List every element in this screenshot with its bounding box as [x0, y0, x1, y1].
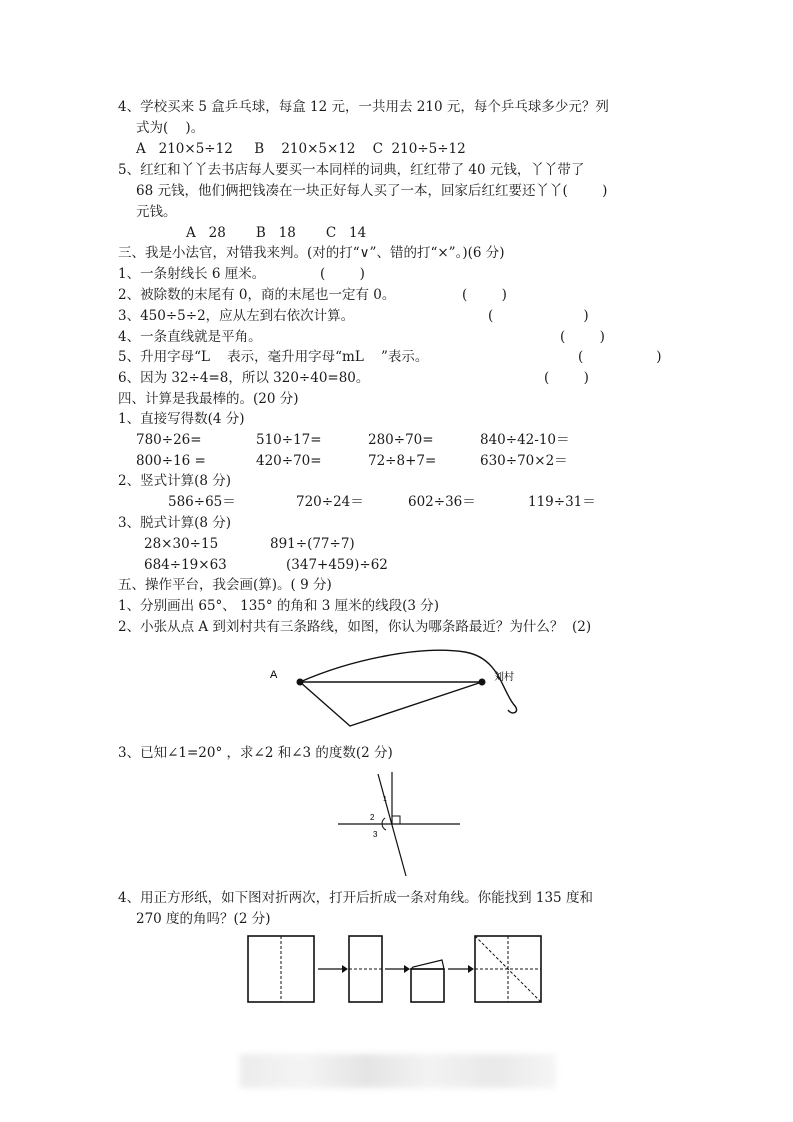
oral-calc: 510÷17=: [256, 432, 322, 448]
oral-calc: 420÷70=: [256, 453, 322, 469]
folding-diagram: [246, 934, 548, 1006]
q5-line3: 元钱。: [136, 204, 177, 220]
blurred-footer: [240, 1054, 556, 1088]
angle-diagram: [336, 770, 462, 880]
point-liucun-label: 刘村: [494, 672, 514, 683]
oral-calc: 630÷70×2＝: [480, 453, 568, 469]
q5-options: A 28 B 18 C 14: [186, 225, 367, 241]
angle-question: 3、已知∠1=20° ，求∠2 和∠3 的度数(2 分): [118, 745, 393, 761]
point-a-dot: [297, 679, 304, 686]
judge-paren-6[interactable]: ( ): [544, 370, 589, 386]
right-angle-mark: [392, 816, 400, 824]
judge-paren-5[interactable]: ( ): [578, 349, 662, 365]
section4-heading: 四、计算是我最棒的。(20 分): [118, 391, 299, 407]
oral-calc: 840÷42-10＝: [480, 432, 570, 448]
judge-paren-1[interactable]: ( ): [320, 266, 365, 282]
judge-item-3: 3、450÷5÷2，应从左到右依次计算。: [118, 308, 355, 324]
folding-question-line1: 4、用正方形纸，如下图对折两次，打开后折成一条对角线。你能找到 135 度和: [118, 890, 593, 906]
vertical-calc: 119÷31＝: [528, 494, 596, 510]
draw-angles-question: 1、分别画出 65°、 135° 的角和 3 厘米的线段(3 分): [118, 598, 439, 614]
part2-title: 2、竖式计算(8 分): [118, 473, 232, 489]
angle-1-label: 1: [383, 796, 387, 803]
q4-line1: 4、学校买来 5 盒乒乓球，每盒 12 元，一共用去 210 元，每个乒乓球多少元？列: [118, 99, 609, 115]
part3-title: 3、脱式计算(8 分): [118, 515, 232, 531]
stepwise-calc: 684÷19×63: [144, 557, 227, 573]
arrow-icon: [468, 965, 474, 973]
section5-heading: 五、操作平台，我会画(算)。( 9 分): [118, 577, 332, 593]
part1-title: 1、直接写得数(4 分): [118, 411, 245, 427]
stepwise-calc: 891÷(77÷7): [270, 536, 355, 552]
point-a-label: A: [270, 669, 278, 681]
judge-item-5: 5、升用字母“L 表示，毫升用字母“mL ”表示。: [118, 349, 429, 365]
judge-item-4: 4、一条直线就是平角。: [118, 329, 262, 345]
oral-calc: 280÷70=: [368, 432, 434, 448]
judge-paren-2[interactable]: ( ): [462, 287, 507, 303]
arrow-icon: [342, 965, 348, 973]
judge-item-1: 1、一条射线长 6 厘米。: [118, 266, 266, 282]
q5-line1: 5、红红和丫丫去书店每人要买一本同样的词典，红红带了 40 元钱，丫丫带了: [118, 162, 585, 178]
judge-paren-4[interactable]: ( ): [560, 329, 605, 345]
section3-heading: 三、我是小法官，对错我来判。(对的打“∨”、错的打“×”。)(6 分): [118, 245, 505, 261]
angle-3-label: 3: [373, 830, 378, 839]
oral-calc: 72÷8+7=: [368, 453, 437, 469]
q4-line2: 式为( )。: [136, 120, 205, 136]
judge-paren-3[interactable]: ( ): [488, 308, 589, 324]
judge-item-6: 6、因为 32÷4=8，所以 320÷40=80。: [118, 370, 370, 386]
stepwise-calc: 28×30÷15: [144, 536, 219, 552]
oral-calc: 800÷16 =: [136, 453, 206, 469]
vertical-calc: 602÷36＝: [408, 494, 476, 510]
q4-options: A 210×5÷12 B 210×5×12 C 210÷5÷12: [136, 141, 466, 157]
route-lower-line: [300, 682, 482, 726]
vertical-calc: 586÷65＝: [168, 494, 236, 510]
judge-item-2: 2、被除数的末尾有 0，商的末尾也一定有 0。: [118, 287, 396, 303]
oral-calc: 780÷26=: [136, 432, 202, 448]
paper-folded-twice: [411, 969, 444, 1002]
folded-flap: [411, 960, 444, 969]
vertical-calc: 720÷24＝: [296, 494, 364, 510]
stepwise-calc: (347+459)÷62: [286, 557, 388, 573]
angle-2-label: 2: [370, 813, 375, 822]
route-diagram: [260, 640, 530, 740]
point-liucun-dot: [479, 679, 486, 686]
q5-line2: 68 元钱，他们俩把钱凑在一块正好每人买了一本，回家后红红要还丫丫( ): [136, 183, 608, 199]
arrow-icon: [404, 965, 410, 973]
folding-question-line2: 270 度的角吗？(2 分): [136, 911, 271, 927]
route-question: 2、小张从点 A 到刘村共有三条路线，如图，你认为哪条路最近？为什么？ (2): [118, 619, 592, 635]
